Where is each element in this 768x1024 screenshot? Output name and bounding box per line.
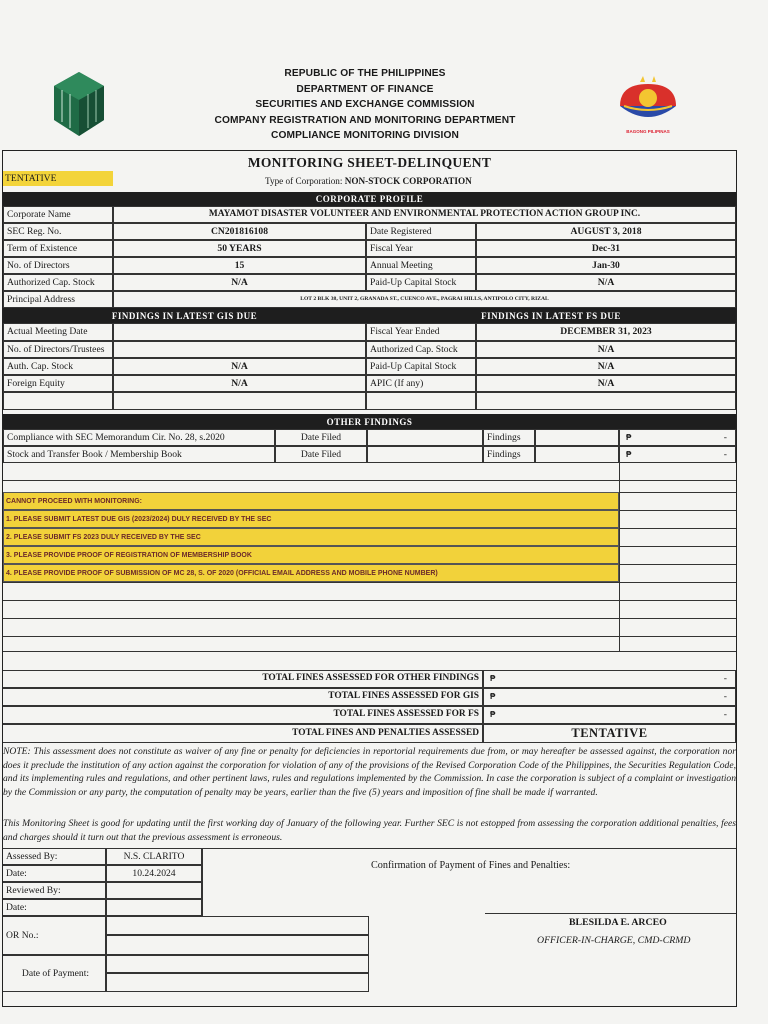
rule-line [3,600,736,601]
rule-line [3,636,736,637]
peso-sign: ₱ [626,449,632,459]
corporation-type-label: Type of Corporation: [265,176,343,186]
date-filed-label: Date Filed [275,429,367,446]
address-label: Principal Address [3,291,113,308]
stock-book-label: Stock and Transfer Book / Membership Book [3,446,275,463]
term-label: Term of Existence [3,240,113,257]
bagong-pilipinas-text: BAGONG PILIPINAS [626,129,670,134]
officer-title: OFFICER-IN-CHARGE, CMD-CRMD [537,935,691,946]
total-penalties-value: TENTATIVE [483,724,736,743]
assessment-note: NOTE: This assessment does not constitute as waiver of any fine or penalty for deficiencies in reportorial requirements due from, or may hereafter be assessed against, the corporation nor does it preclude the institution of any action against the corporation for violation of any of the provisions of the Revised Corporation Code of the Philippines, the Securities Regulation Code, and its implementing rules and regulations, and other pertinent laws, rules and regulations implemented by the Commission. In case the corporation is subject of a complaint or investigation by the Commission or any party, the computation of penalty may be years, earlier than the five (5) years and imposition of fine shall be made if warranted. [3,746,736,798]
or-number-label: OR No.: [3,916,106,955]
directors-label: No. of Directors [3,257,113,274]
sec-reg-label: SEC Reg. No. [3,223,113,240]
gis-meeting-label: Actual Meeting Date [3,323,113,341]
paid-up-label: Paid-Up Capital Stock [366,274,476,291]
rule-line [3,651,736,652]
stock-book-fine [619,446,736,463]
or-number-value [106,935,369,955]
address-value: LOT 2 BLK 38, UNIT 2, GRANADA ST., CUENCO AVE., PAGRAI HILLS, ANTIPOLO CITY, RIZAL [113,291,736,308]
fine-dash: - [723,431,727,443]
assessed-by-label: Assessed By: [3,849,106,865]
date-registered-label: Date Registered [366,223,476,240]
fs-fy-ended-value: DECEMBER 31, 2023 [476,323,736,341]
fs-apic-label: APIC (If any) [366,375,476,392]
gis-foreign-value: N/A [113,375,366,392]
fine-dash: - [723,709,727,721]
rule-line [619,528,736,529]
sec-logo-icon [52,70,106,140]
fs-auth-cap-label: Authorized Cap. Stock [366,341,476,358]
gis-empty-cell [113,392,366,410]
date-registered-value: AUGUST 3, 2018 [476,223,736,240]
rule-line [619,510,736,511]
payment-date-value [106,973,369,992]
letterhead [150,66,580,144]
findings-label: Findings [483,429,535,446]
sheet-title: MONITORING SHEET-DELINQUENT [247,155,492,170]
total-fs-value [483,706,736,724]
corporation-type-value: NON-STOCK CORPORATION [344,176,472,186]
rule-line [3,618,736,619]
cannot-proceed-item: 2. PLEASE SUBMIT FS 2023 DULY RECEIVED BY THE SEC [3,528,619,546]
gis-findings-header: FINDINGS IN LATEST GIS DUE [3,308,366,323]
monitoring-sheet [2,150,737,1007]
gis-directors-value [113,341,366,358]
directors-value: 15 [113,257,366,274]
cannot-proceed-item: 4. PLEASE PROVIDE PROOF OF SUBMISSION OF MC 28, S. OF 2020 (OFFICIAL EMAIL ADDRESS AND MOBILE PHONE NUMBER) [3,564,619,582]
peso-sign: ₱ [490,674,496,683]
letterhead-line: REPUBLIC OF THE PHILIPPINES [284,68,446,79]
findings-value [535,446,619,463]
assessed-date-label: Date: [3,865,106,882]
fs-empty-cell [476,392,736,410]
letterhead-line: DEPARTMENT OF FINANCE [296,83,434,95]
date-filed-label: Date Filed [275,446,367,463]
auth-cap-value: N/A [113,274,366,291]
letterhead-line: COMPANY REGISTRATION AND MONITORING DEPARTMENT [214,114,516,126]
payment-date-label: Date of Payment: [3,955,106,992]
rule-line [619,492,736,493]
fs-paid-up-value: N/A [476,358,736,375]
total-other-label: TOTAL FINES ASSESSED FOR OTHER FINDINGS [3,670,483,688]
reviewed-date-label: Date: [3,899,106,916]
date-filed-value [367,446,483,463]
term-value: 50 YEARS [113,240,366,257]
auth-cap-label: Authorized Cap. Stock [3,274,113,291]
reviewed-date-value [106,899,202,916]
mc28-compliance-label: Compliance with SEC Memorandum Cir. No. 28, s.2020 [3,429,275,446]
gis-auth-cap-label: Auth. Cap. Stock [3,358,113,375]
fs-fy-ended-label: Fiscal Year Ended [366,323,476,341]
rule-line [3,480,736,481]
total-gis-value [483,688,736,706]
reviewed-by-value [106,882,202,899]
tentative-tag: TENTATIVE [3,171,113,186]
fiscal-year-value: Dec-31 [476,240,736,257]
peso-sign: ₱ [490,710,496,719]
corporate-name-value: MAYAMOT DISASTER VOLUNTEER AND ENVIRONMENTAL PROTECTION ACTION GROUP INC. [113,206,736,223]
findings-value [535,429,619,446]
rule-line [619,564,736,565]
gis-meeting-value [113,323,366,341]
corporate-profile-header: CORPORATE PROFILE [3,192,736,206]
assessed-by-value: N.S. CLARITO [106,849,202,865]
annual-meeting-value: Jan-30 [476,257,736,274]
peso-sign: ₱ [626,432,632,442]
rule-line [3,582,736,583]
paid-up-value: N/A [476,274,736,291]
sec-reg-value: CN201816108 [113,223,366,240]
cannot-proceed-item: 1. PLEASE SUBMIT LATEST DUE GIS (2023/2024) DULY RECEIVED BY THE SEC [3,510,619,528]
mc28-fine [619,429,736,446]
fs-apic-value: N/A [476,375,736,392]
total-gis-label: TOTAL FINES ASSESSED FOR GIS [3,688,483,706]
gis-foreign-label: Foreign Equity [3,375,113,392]
cannot-proceed-title: CANNOT PROCEED WITH MONITORING: [3,492,619,510]
validity-note: This Monitoring Sheet is good for updating until the first working day of January of the following year. Further SEC is not estopped from assessing the corporation additional penalties, fees and charges should it turn out that the previous assessment is erroneous. [3,818,736,843]
or-number-value [106,916,369,935]
bagong-pilipinas-logo [610,76,686,136]
letterhead-line: SECURITIES AND EXCHANGE COMMISSION [255,99,475,110]
findings-label: Findings [483,446,535,463]
fs-auth-cap-value: N/A [476,341,736,358]
payment-date-value [106,955,369,973]
gis-empty-cell [3,392,113,410]
fine-dash: - [723,691,727,703]
fine-dash: - [723,448,727,460]
total-other-value [483,670,736,688]
rule-line [619,546,736,547]
bagong-pilipinas-emblem-icon [610,76,686,128]
fiscal-year-label: Fiscal Year [366,240,476,257]
cannot-proceed-item: 3. PLEASE PROVIDE PROOF OF REGISTRATION OF MEMBERSHIP BOOK [3,546,619,564]
officer-name: BLESILDA E. ARCEO [569,917,667,928]
fine-dash: - [723,673,727,685]
corporation-type [265,176,472,186]
gis-auth-cap-value: N/A [113,358,366,375]
letterhead-line: COMPLIANCE MONITORING DIVISION [271,130,459,141]
annual-meeting-label: Annual Meeting [366,257,476,274]
corporate-name-label: Corporate Name [3,206,113,223]
other-findings-header: OTHER FINDINGS [3,414,736,429]
total-fs-label: TOTAL FINES ASSESSED FOR FS [3,706,483,724]
signature-line [485,913,736,914]
column-divider [202,849,203,916]
date-filed-value [367,429,483,446]
total-penalties-label: TOTAL FINES AND PENALTIES ASSESSED [3,724,483,743]
fs-paid-up-label: Paid-Up Capital Stock [366,358,476,375]
peso-sign: ₱ [490,692,496,701]
gis-directors-label: No. of Directors/Trustees [3,341,113,358]
confirmation-label: Confirmation of Payment of Fines and Penalties: [371,860,571,871]
assessed-date-value: 10.24.2024 [106,865,202,882]
fs-findings-header: FINDINGS IN LATEST FS DUE [366,308,736,323]
fs-empty-cell [366,392,476,410]
reviewed-by-label: Reviewed By: [3,882,106,899]
